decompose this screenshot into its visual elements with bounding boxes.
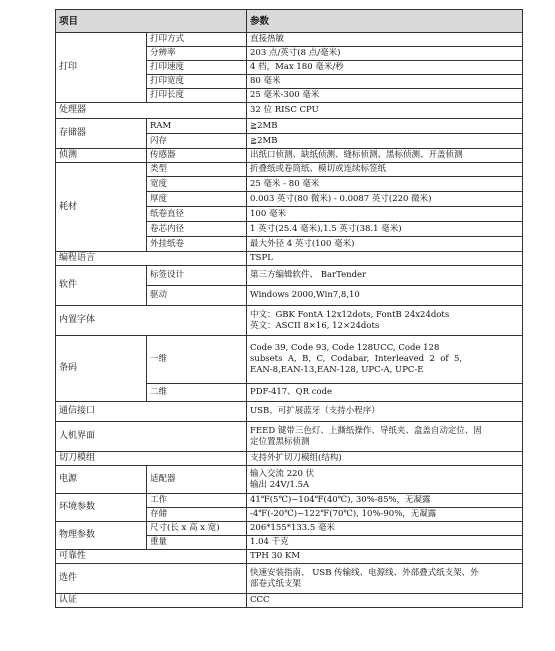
value-multiline xyxy=(247,336,523,384)
category-print: 打印 xyxy=(56,33,147,103)
subitem: 标签设计 xyxy=(147,266,247,286)
subitem: 分辨率 xyxy=(147,47,247,61)
fonts-line-2: 英文：ASCII 8×16, 12×24dots xyxy=(250,320,380,331)
hmi-line-1: FEED 键带三色灯、上撕纸操作、导纸夹、盒盖自动定位、固 xyxy=(250,425,482,436)
hmi-line-2: 定位置黑标侦测 xyxy=(250,436,310,447)
value: 支持外扩切刀模组(结构) xyxy=(247,452,523,466)
value: 直接热敏 xyxy=(247,33,523,47)
table-row xyxy=(56,149,523,163)
options-line-2: 部卷式纸支架 xyxy=(250,578,302,589)
table-row xyxy=(56,452,523,466)
subitem: 尺寸(长 x 高 x 宽) xyxy=(147,522,247,536)
power-line-2: 输出 24V/1.5A xyxy=(250,479,310,490)
subitem: 厚度 xyxy=(147,192,247,207)
value: TPH 30 KM xyxy=(247,550,523,564)
category-hmi: 人机界面 xyxy=(56,422,247,452)
category-barcode: 条码 xyxy=(56,336,147,402)
table-row xyxy=(56,550,523,564)
table-row xyxy=(56,522,523,536)
value: USB、可扩展蓝牙（支持小程序） xyxy=(247,402,523,422)
category-reliability: 可靠性 xyxy=(56,550,247,564)
header-param: 参数 xyxy=(247,10,523,33)
subitem: 卷芯内径 xyxy=(147,222,247,237)
subitem: 重量 xyxy=(147,536,247,550)
table-header-row xyxy=(56,10,523,33)
table-row xyxy=(56,336,523,384)
table-row xyxy=(56,422,523,452)
value: 4 档，Max 180 毫米/秒 xyxy=(247,61,523,75)
fonts-line-1: 中文：GBK FontA 12x12dots, FontB 24x24dots xyxy=(250,309,450,320)
table-row xyxy=(56,119,523,134)
table-row xyxy=(56,564,523,594)
options-line-1: 快速安装指南、 USB 传输线、电源线、外部叠式纸支架、外 xyxy=(250,567,479,578)
value: 出纸口侦测、缺纸侦测、缝标侦测、黑标侦测、开盖侦测 xyxy=(247,149,523,163)
subitem: 宽度 xyxy=(147,177,247,192)
category-software: 软件 xyxy=(56,266,147,306)
value-multiline xyxy=(247,466,523,494)
value: -4℉(-20℃)~122℉(70℃), 10%-90%，无凝露 xyxy=(247,508,523,522)
value: 203 点/英寸(8 点/毫米) xyxy=(247,47,523,61)
subitem: 打印方式 xyxy=(147,33,247,47)
value: 80 毫米 xyxy=(247,75,523,89)
category-cutter: 切刀模组 xyxy=(56,452,247,466)
category-interface: 通信接口 xyxy=(56,402,247,422)
table-row xyxy=(56,306,523,336)
table-row xyxy=(56,103,523,119)
subitem: 闪存 xyxy=(147,134,247,149)
subitem: RAM xyxy=(147,119,247,134)
subitem: 打印速度 xyxy=(147,61,247,75)
value: 41℉(5℃)~104℉(40℃), 30%-85%，无凝露 xyxy=(247,494,523,508)
value: 最大外径 4 英寸(100 毫米) xyxy=(247,237,523,252)
value: 206*155*133.5 毫米 xyxy=(247,522,523,536)
subitem: 适配器 xyxy=(147,466,247,494)
value: 0.003 英寸(80 微米) - 0.0087 英寸(220 微米) xyxy=(247,192,523,207)
subitem: 存储 xyxy=(147,508,247,522)
value: TSPL xyxy=(247,252,523,266)
subitem: 驱动 xyxy=(147,286,247,306)
category-environment: 环境参数 xyxy=(56,494,147,522)
table-row xyxy=(56,466,523,494)
table-row xyxy=(56,33,523,47)
value-multiline xyxy=(247,306,523,336)
spec-table xyxy=(55,9,523,608)
power-line-1: 输入交流 220 伏 xyxy=(250,468,315,479)
category-options: 选件 xyxy=(56,564,247,594)
category-power: 电源 xyxy=(56,466,147,494)
subitem: 打印宽度 xyxy=(147,75,247,89)
value: ≧2MB xyxy=(247,119,523,134)
subitem: 纸卷直径 xyxy=(147,207,247,222)
category-memory: 存储器 xyxy=(56,119,147,149)
value: 1.04 千克 xyxy=(247,536,523,550)
table-row xyxy=(56,266,523,286)
value: 25 毫米 - 80 毫米 xyxy=(247,177,523,192)
barcode-line-2: subsets A, B, C, Codabar, Interleaved 2 of 5, xyxy=(250,354,463,364)
value-multiline xyxy=(247,564,523,594)
subitem: 传感器 xyxy=(147,149,247,163)
subitem: 打印长度 xyxy=(147,89,247,103)
value: 25 毫米-300 毫米 xyxy=(247,89,523,103)
subitem: 类型 xyxy=(147,163,247,177)
value: CCC xyxy=(247,594,523,608)
category-physical: 物理参数 xyxy=(56,522,147,550)
barcode-line-1: Code 39, Code 93, Code 128UCC, Code 128 xyxy=(250,343,440,353)
table-row xyxy=(56,402,523,422)
category-cert: 认证 xyxy=(56,594,247,608)
value: 1 英寸(25.4 毫米),1.5 英寸(38.1 毫米) xyxy=(247,222,523,237)
category-language: 编程语言 xyxy=(56,252,247,266)
table-row xyxy=(56,252,523,266)
table-row xyxy=(56,494,523,508)
value-multiline xyxy=(247,422,523,452)
category-detect: 侦测 xyxy=(56,149,147,163)
table-row xyxy=(56,594,523,608)
barcode-line-3: EAN-8,EAN-13,EAN-128, UPC-A, UPC-E xyxy=(250,365,424,375)
value: ≧2MB xyxy=(247,134,523,149)
category-fonts: 内置字体 xyxy=(56,306,247,336)
value: PDF-417、QR code xyxy=(247,384,523,402)
subitem: 工作 xyxy=(147,494,247,508)
subitem: 一维 xyxy=(147,336,247,384)
category-processor: 处理器 xyxy=(56,103,247,119)
value: 100 毫米 xyxy=(247,207,523,222)
value: 第三方编辑软件、 BarTender xyxy=(247,266,523,286)
value: 32 位 RISC CPU xyxy=(247,103,523,119)
header-item: 项目 xyxy=(56,10,247,33)
subitem: 二维 xyxy=(147,384,247,402)
subitem: 外挂纸卷 xyxy=(147,237,247,252)
table-row xyxy=(56,163,523,177)
category-consumables: 耗材 xyxy=(56,163,147,252)
value: Windows 2000,Win7,8,10 xyxy=(247,286,523,306)
value: 折叠纸或卷筒纸、模切或连续标签纸 xyxy=(247,163,523,177)
